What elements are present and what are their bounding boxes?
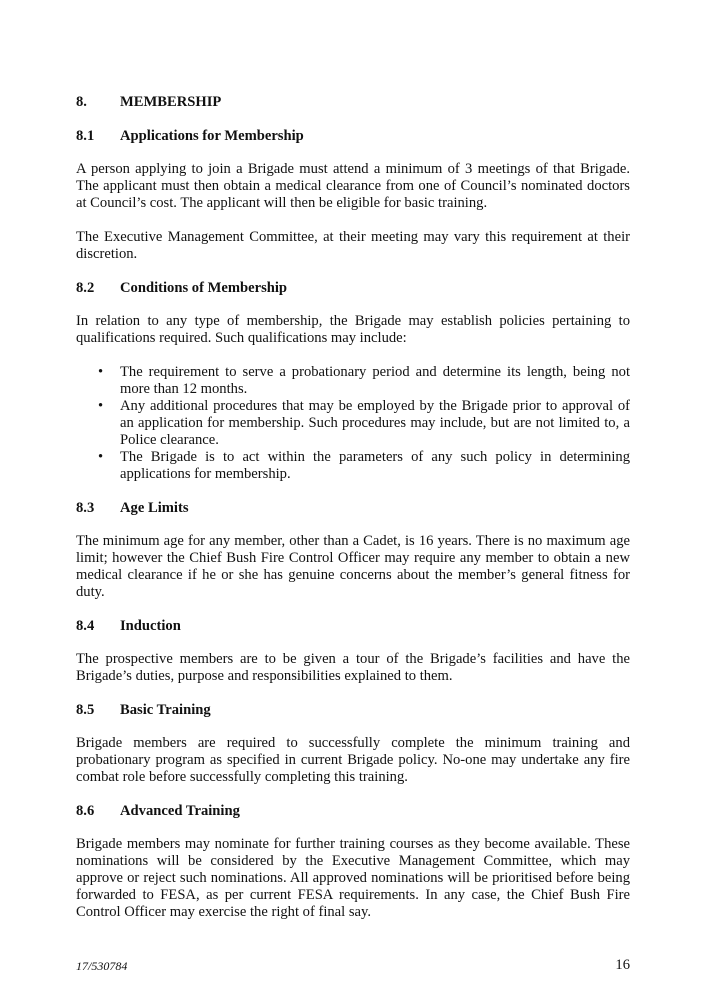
page-number: 16 [615, 957, 630, 973]
list-item [76, 398, 630, 449]
paragraph-8-5: Brigade members are required to successfully complete the minimum training and probationary program as specified in current Brigade policy. No-one may undertake any fire combat role before successfully completing this training. [76, 735, 630, 785]
subsection-number: 8.2 [76, 280, 95, 296]
paragraph-8-6: Brigade members may nominate for further training courses as they become available. These nominations will be considered by the Executive Management Committee, which may approve or reject such nominations. All approved nominations will be prioritised before being forwarded to FESA, as per current FESA requirements. In any case, the Chief Bush Fire Control Officer may exercise the right of final say. [76, 836, 630, 920]
subsection-title: Conditions of Membership [120, 280, 288, 296]
paragraph-8-1-b: The Executive Management Committee, at their meeting may vary this requirement at their discretion. [76, 229, 630, 262]
subsection-number: 8.6 [76, 803, 95, 819]
bullet-icon: • [98, 449, 104, 465]
list-item [76, 449, 630, 483]
subsection-title: Induction [120, 618, 181, 634]
paragraph-8-2-a: In relation to any type of membership, the Brigade may establish policies pertaining to qualifications required. Such qualifications may include: [76, 313, 630, 346]
section-title: MEMBERSHIP [120, 94, 222, 110]
subsection-title: Advanced Training [120, 803, 240, 819]
bullet-icon: • [98, 364, 104, 380]
subsection-title: Basic Training [120, 702, 211, 718]
subsection-number: 8.1 [76, 128, 95, 144]
subsection-heading-8-5 [76, 702, 630, 719]
list-item-text: The Brigade is to act within the parameters of any such policy in determining applications for membership. [120, 449, 630, 482]
document-body [76, 94, 630, 921]
bullet-list [76, 364, 630, 483]
subsection-number: 8.3 [76, 500, 95, 516]
list-item-text: The requirement to serve a probationary period and determine its length, being not more than 12 months. [120, 364, 630, 397]
list-item [76, 364, 630, 398]
subsection-number: 8.5 [76, 702, 95, 718]
paragraph-8-4: The prospective members are to be given a tour of the Brigade’s facilities and have the Brigade’s duties, purpose and responsibilities explained to them. [76, 651, 630, 684]
subsection-title: Age Limits [120, 500, 189, 516]
subsection-heading-8-6 [76, 803, 630, 820]
subsection-number: 8.4 [76, 618, 95, 634]
subsection-title: Applications for Membership [120, 128, 304, 144]
subsection-heading-8-2 [76, 280, 630, 297]
paragraph-8-1-a: A person applying to join a Brigade must attend a minimum of 3 meetings of that Brigade. The applicant must then obtain a medical clearance from one of Council’s nominated doctors at Council’s cost. The applicant will then be eligible for basic training. [76, 161, 630, 211]
subsection-heading-8-4 [76, 618, 630, 635]
subsection-heading-8-3 [76, 500, 630, 517]
section-number: 8. [76, 94, 87, 110]
section-heading [76, 94, 630, 111]
paragraph-8-3: The minimum age for any member, other than a Cadet, is 16 years. There is no maximum age limit; however the Chief Bush Fire Control Officer may require any member to obtain a new medical clearance if he or she has genuine concerns about the member’s general fitness for duty. [76, 533, 630, 600]
bullet-icon: • [98, 398, 104, 414]
document-reference: 17/530784 [76, 959, 128, 973]
list-item-text: Any additional procedures that may be employed by the Brigade prior to approval of an application for membership. Such procedures may include, but are not limited to, a Police clearance. [120, 398, 630, 448]
subsection-heading-8-1 [76, 128, 630, 145]
